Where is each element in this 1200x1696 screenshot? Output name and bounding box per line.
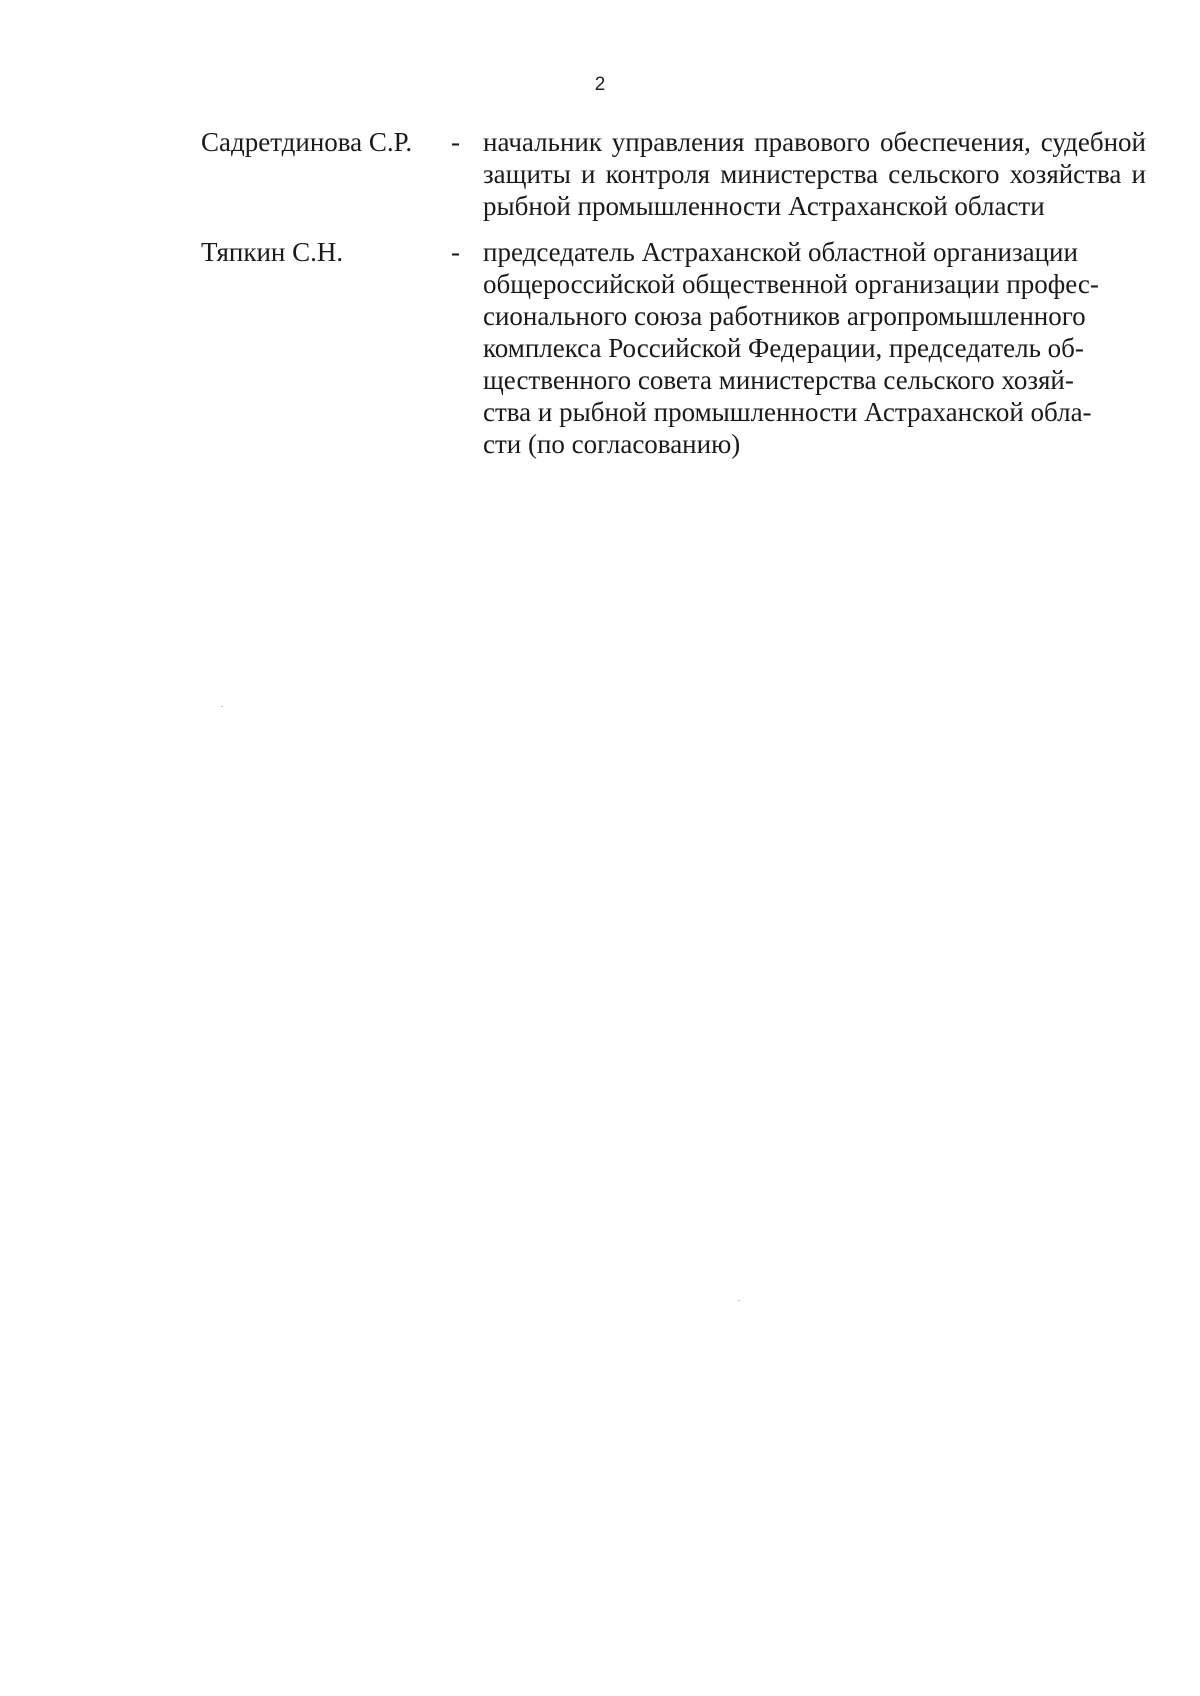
scan-speck <box>221 706 223 707</box>
dash-separator: - <box>451 237 460 267</box>
dash-separator: - <box>451 127 460 157</box>
list-item <box>201 126 1146 222</box>
member-position: председатель Астраханской областной организации общероссийской общественной организации профес- сионального союза работников агропромышленного комплекса Российской Федерации, председатель об- щественного совета министерства сельского хозяй- ства и рыбной промышленности Астраханской обла- сти (по согласованию) <box>483 237 1099 459</box>
scan-speck <box>738 1300 740 1301</box>
list-item <box>201 236 1146 460</box>
member-position: начальник управления правового обеспечения, судебной защиты и контроля министерства сельского хозяйства и рыбной промышленности Астраханской области <box>483 127 1146 221</box>
member-list <box>201 126 1146 474</box>
page-number: 2 <box>594 74 606 95</box>
member-name: Тяпкин С.Н. <box>201 237 344 267</box>
member-name: Садретдинова С.Р. <box>201 127 413 157</box>
